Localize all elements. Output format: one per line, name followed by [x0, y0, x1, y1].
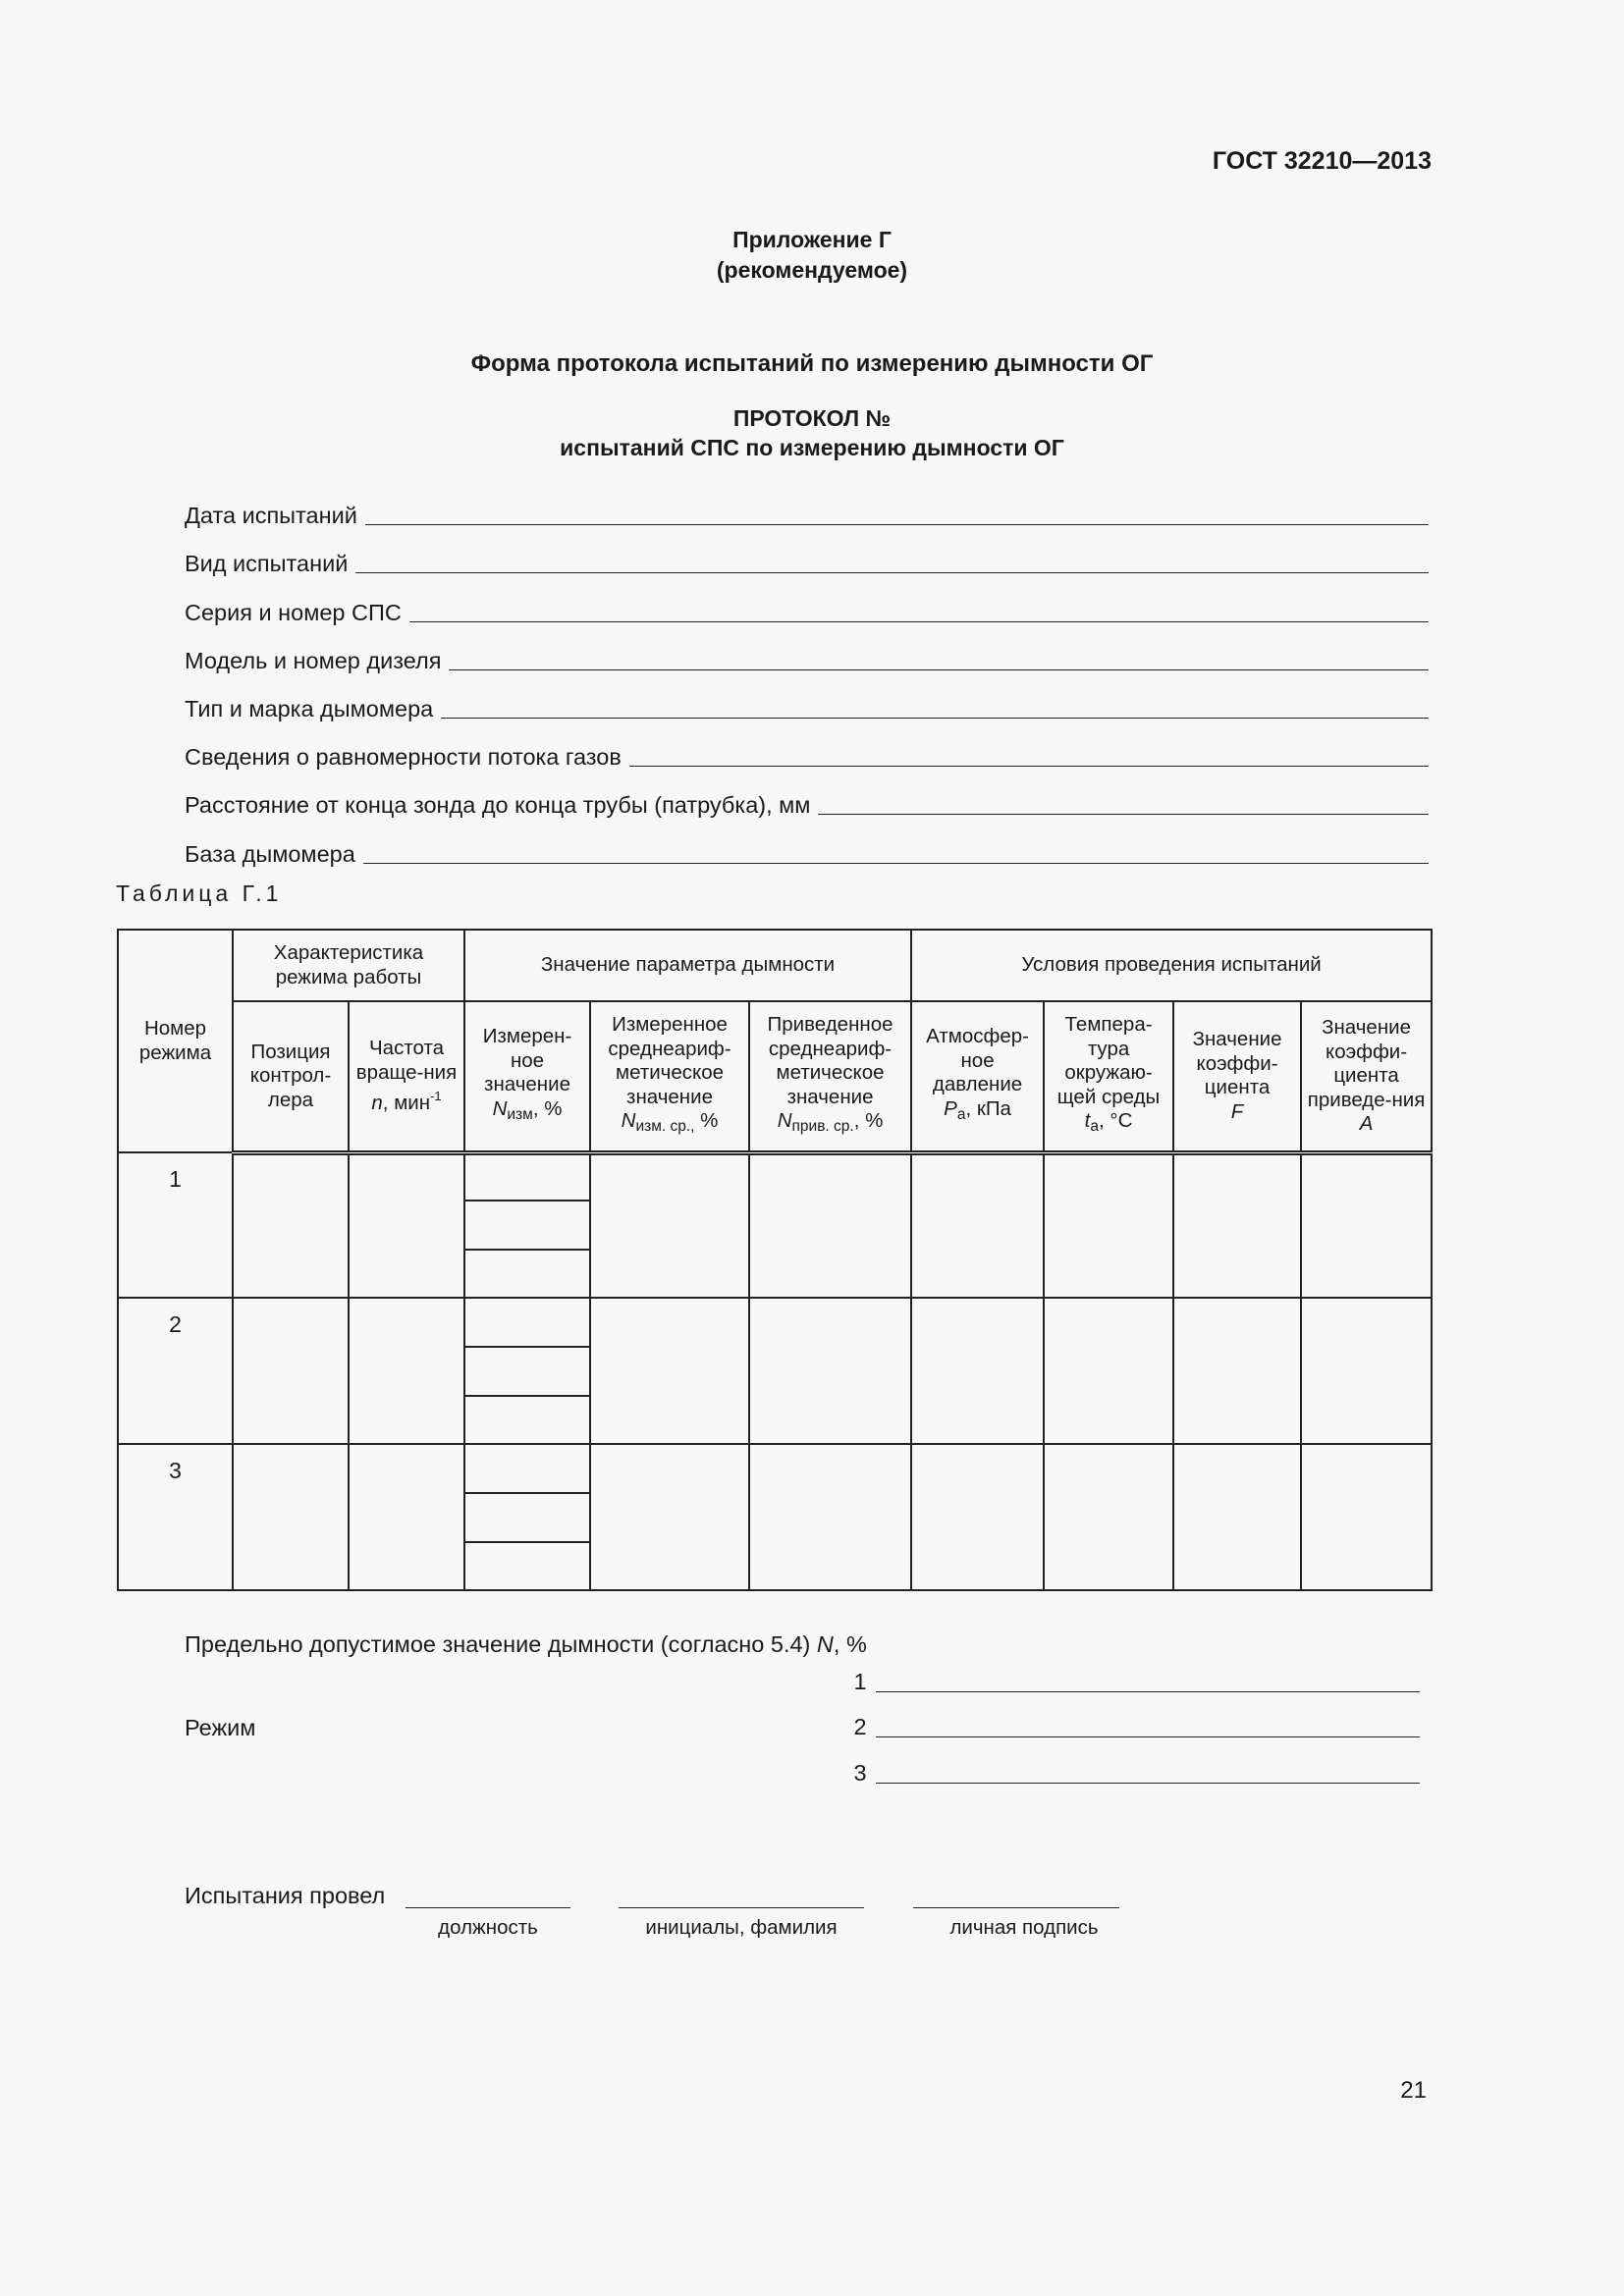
field-label: База дымомера — [185, 840, 355, 867]
table-cell[interactable] — [233, 1444, 349, 1590]
field-label: Тип и марка дымомера — [185, 695, 434, 721]
measured-subcell[interactable] — [464, 1347, 590, 1396]
regime-line-1 — [850, 1669, 1420, 1695]
appendix-subtitle: (рекомендуемое) — [716, 257, 908, 283]
unit: , кПа — [965, 1096, 1011, 1120]
unit: % — [694, 1109, 719, 1132]
page-number: 21 — [1400, 2077, 1427, 2104]
symbol-subscript: прив. ср. — [791, 1118, 854, 1135]
regime-number: 1 — [853, 1669, 867, 1694]
table-cell[interactable] — [1173, 1298, 1301, 1444]
group-mode-characteristics: Характеристика режима работы — [233, 930, 464, 1001]
symbol: A — [1359, 1112, 1374, 1135]
regime-number: 3 — [853, 1760, 867, 1786]
measured-subcell[interactable] — [464, 1542, 590, 1590]
symbol: F — [1230, 1099, 1244, 1123]
table-cell[interactable] — [1173, 1152, 1301, 1298]
field-input-line[interactable] — [409, 621, 1429, 622]
unit: , мин — [382, 1092, 431, 1114]
field-input-line[interactable] — [818, 814, 1429, 815]
table-cell[interactable] — [590, 1152, 749, 1298]
table-cell[interactable] — [1301, 1444, 1432, 1590]
table-cell[interactable] — [749, 1298, 911, 1444]
col-label: Атмосфер-ное давление — [926, 1025, 1029, 1096]
measured-subcell[interactable] — [464, 1444, 590, 1493]
col-label: Измеренное среднеариф-метическое значение — [608, 1013, 731, 1108]
regime-input-line[interactable] — [876, 1783, 1420, 1784]
field-label: Расстояние от конца зонда до конца трубы (патрубка), мм — [185, 792, 811, 819]
regime-input-line[interactable] — [876, 1691, 1420, 1692]
field-label: Серия и номер СПС — [185, 599, 402, 625]
table-cell[interactable] — [1301, 1298, 1432, 1444]
name-caption: инициалы, фамилия — [645, 1916, 838, 1939]
regime-label: Режим — [185, 1715, 256, 1740]
position-caption: должность — [438, 1916, 538, 1939]
symbol-subscript: а — [956, 1105, 966, 1123]
col-label: Темпера-тура окружаю-щей среды — [1056, 1013, 1161, 1108]
table-cell[interactable] — [233, 1152, 349, 1298]
field-input-line[interactable] — [441, 718, 1429, 719]
col-measured-average — [590, 1001, 749, 1152]
table-cell[interactable] — [1301, 1152, 1432, 1298]
table-caption: Таблица Г.1 — [116, 881, 283, 906]
col-rotation-frequency — [349, 1001, 464, 1152]
mode-number-cell: 1 — [118, 1152, 233, 1298]
symbol: N — [816, 1631, 834, 1657]
signature-input-line[interactable] — [913, 1907, 1119, 1908]
mode-number-cell: 2 — [118, 1298, 233, 1444]
table-cell[interactable] — [349, 1298, 464, 1444]
field-label: Модель и номер дизеля — [185, 647, 442, 673]
measured-subcell[interactable] — [464, 1396, 590, 1444]
col-label: Значение коэффи-циента приведе-ния — [1307, 1016, 1426, 1111]
field-diesel-model — [185, 626, 1429, 674]
symbol: N — [492, 1096, 508, 1120]
col-controller-position: Позиция контрол-лера — [233, 1001, 349, 1152]
conducted-by-label: Испытания провел — [185, 1883, 386, 1908]
field-probe-distance — [185, 771, 1429, 819]
symbol: N — [621, 1109, 636, 1132]
field-test-type — [185, 529, 1429, 577]
symbol-subscript: изм. ср., — [635, 1118, 695, 1135]
table-cell[interactable] — [1044, 1298, 1173, 1444]
measured-subcell[interactable] — [464, 1152, 590, 1201]
protocol-title: ПРОТОКОЛ № — [732, 405, 892, 431]
limit-label: Предельно допустимое значение дымности (согласно 5.4) — [185, 1631, 811, 1657]
unit: , % — [833, 1631, 867, 1657]
standard-number: ГОСТ 32210—2013 — [1212, 147, 1432, 175]
symbol: P — [944, 1096, 957, 1120]
field-series-number — [185, 577, 1429, 625]
col-reduced-average — [749, 1001, 911, 1152]
symbol-subscript: а — [1090, 1118, 1099, 1135]
col-atmospheric-pressure — [911, 1001, 1044, 1152]
signature-caption: личная подпись — [949, 1916, 1099, 1939]
table-cell[interactable] — [1173, 1444, 1301, 1590]
measured-subcell[interactable] — [464, 1201, 590, 1250]
table-cell[interactable] — [349, 1152, 464, 1298]
col-coefficient-a — [1301, 1001, 1432, 1152]
unit: , % — [853, 1109, 884, 1132]
regime-number: 2 — [853, 1714, 867, 1739]
col-label: Измерен-ное значение — [482, 1025, 572, 1096]
measured-subcell[interactable] — [464, 1493, 590, 1542]
field-input-line[interactable] — [449, 669, 1429, 670]
table-cell[interactable] — [233, 1298, 349, 1444]
table-cell[interactable] — [749, 1444, 911, 1590]
col-ambient-temperature — [1044, 1001, 1173, 1152]
col-measured-value — [464, 1001, 590, 1152]
col-label: Частота враще-ния — [355, 1037, 458, 1084]
group-test-conditions: Условия проведения испытаний — [911, 930, 1432, 1001]
field-test-date — [185, 481, 1429, 529]
col-label: Приведенное среднеариф-метическое значение — [767, 1013, 893, 1108]
regime-line-3 — [850, 1760, 1420, 1787]
table-cell[interactable] — [1044, 1152, 1173, 1298]
appendix-title: Приложение Г — [732, 227, 892, 252]
protocol-subtitle: испытаний СПС по измерению дымности ОГ — [560, 435, 1064, 460]
field-input-line[interactable] — [363, 863, 1429, 864]
smoke-test-table — [117, 929, 1433, 1591]
smoke-limit-text — [185, 1631, 867, 1658]
unit-exponent: -1 — [430, 1089, 442, 1103]
field-smoke-meter — [185, 674, 1429, 722]
field-meter-base — [185, 819, 1429, 867]
field-label: Дата испытаний — [185, 503, 357, 529]
table-cell[interactable] — [590, 1298, 749, 1444]
measured-subcell[interactable] — [464, 1250, 590, 1298]
field-label: Вид испытаний — [185, 551, 349, 577]
field-input-line[interactable] — [629, 766, 1429, 767]
symbol: N — [777, 1109, 792, 1132]
col-coefficient-f — [1173, 1001, 1301, 1152]
field-input-line[interactable] — [365, 524, 1429, 525]
field-input-line[interactable] — [355, 572, 1429, 573]
symbol: n — [371, 1092, 383, 1114]
col-mode-number: Номер режима — [118, 930, 233, 1152]
table-cell[interactable] — [911, 1298, 1044, 1444]
form-title: Форма протокола испытаний по измерению дымности ОГ — [470, 350, 1154, 377]
symbol-subscript: изм — [507, 1105, 533, 1123]
regime-line-2 — [850, 1714, 1420, 1740]
protocol-fields — [185, 481, 1429, 868]
measured-subcell[interactable] — [464, 1298, 590, 1347]
regime-input-line[interactable] — [876, 1736, 1420, 1737]
table-cell[interactable] — [911, 1444, 1044, 1590]
field-gas-flow — [185, 722, 1429, 771]
name-input-line[interactable] — [619, 1907, 864, 1908]
col-label: Значение коэффи-циента — [1192, 1028, 1282, 1099]
table-cell[interactable] — [749, 1152, 911, 1298]
group-smoke-parameter: Значение параметра дымности — [464, 930, 911, 1001]
position-input-line[interactable] — [406, 1907, 570, 1908]
table-cell[interactable] — [1044, 1444, 1173, 1590]
field-label: Сведения о равномерности потока газов — [185, 744, 622, 771]
table-cell[interactable] — [590, 1444, 749, 1590]
table-cell[interactable] — [349, 1444, 464, 1590]
unit: , % — [532, 1096, 563, 1120]
mode-number-cell: 3 — [118, 1444, 233, 1590]
unit: , °С — [1099, 1109, 1133, 1132]
table-cell[interactable] — [911, 1152, 1044, 1298]
symbol: t — [1084, 1109, 1091, 1132]
